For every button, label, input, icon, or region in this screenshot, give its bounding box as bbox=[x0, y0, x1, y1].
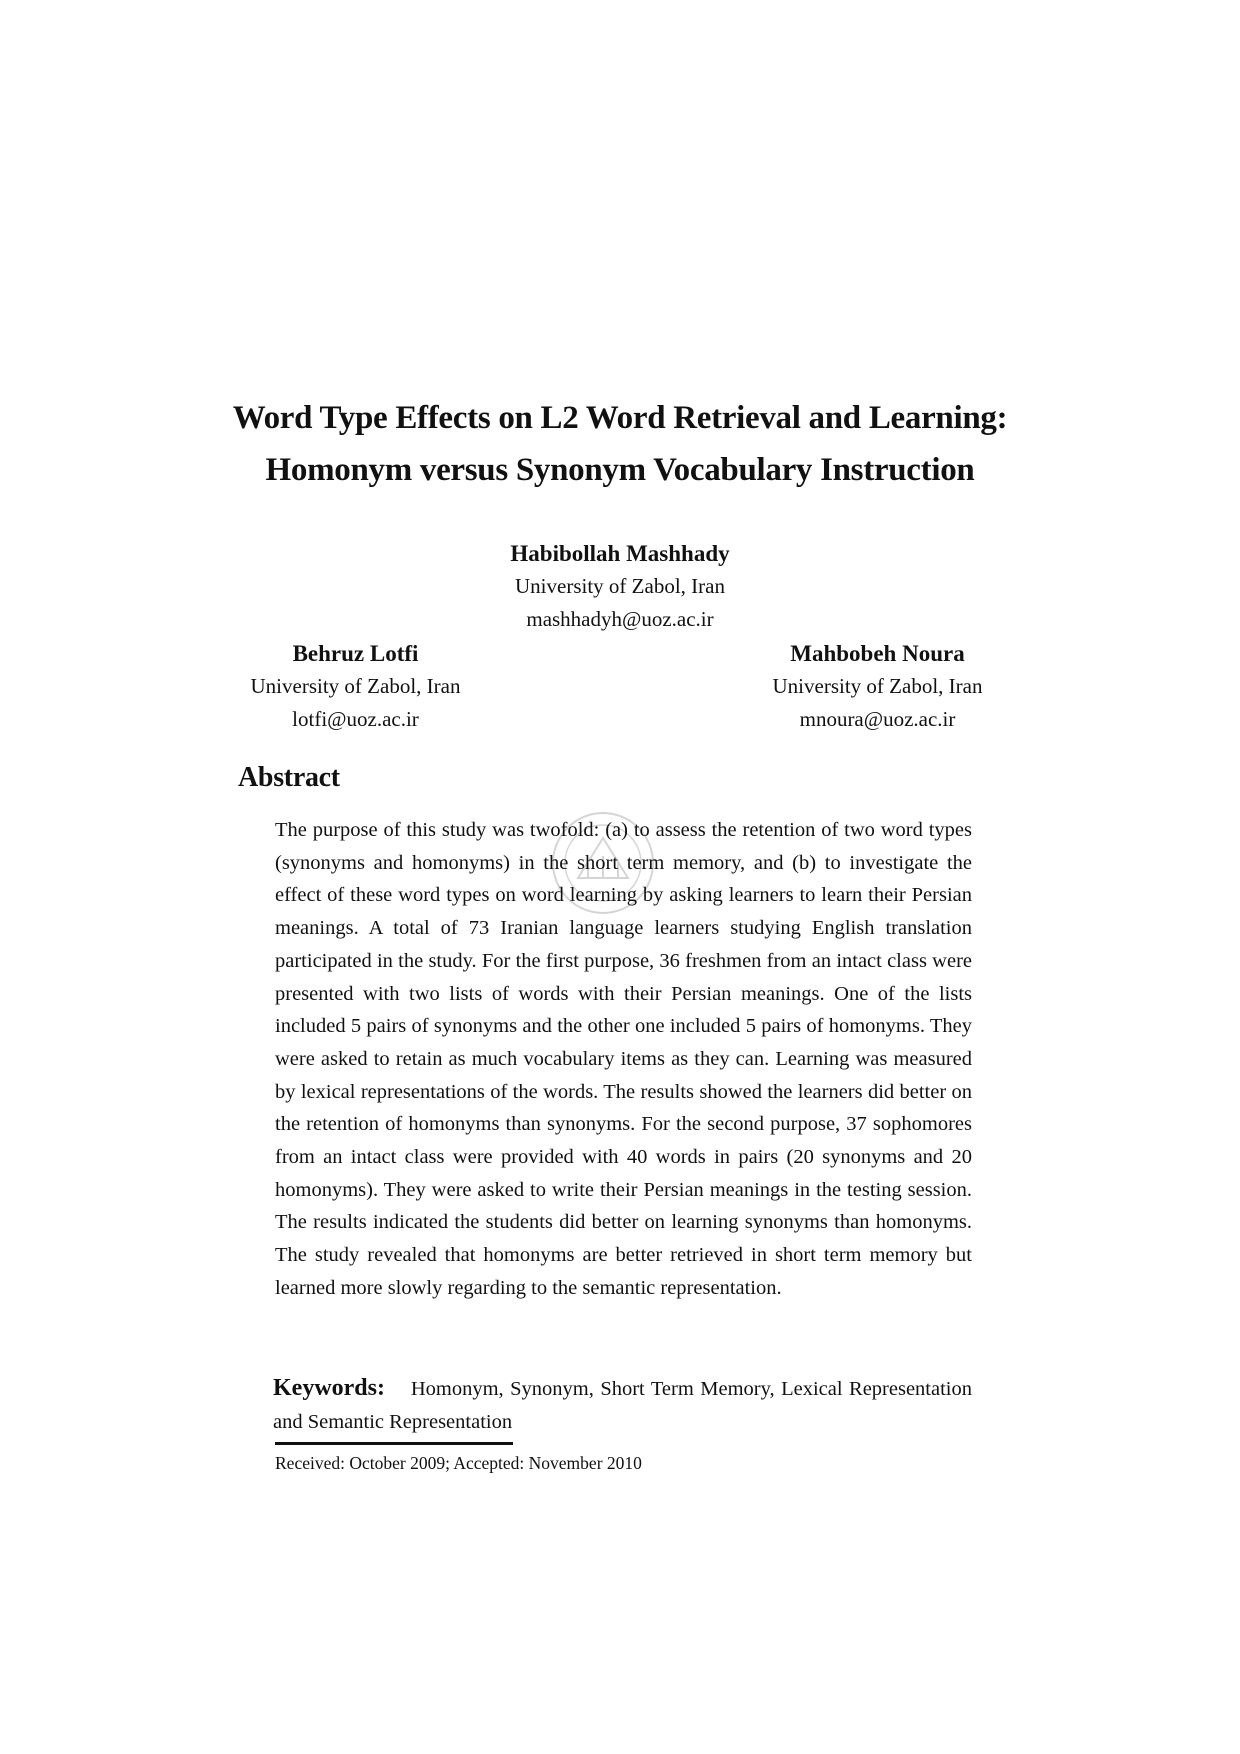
author-affiliation: University of Zabol, Iran bbox=[772, 674, 983, 698]
author-block-right bbox=[745, 637, 1010, 736]
keywords-label: Keywords: bbox=[273, 1375, 385, 1401]
author-affiliation: University of Zabol, Iran bbox=[515, 574, 725, 598]
author-name: Mahbobeh Noura bbox=[790, 641, 965, 666]
author-affiliation: University of Zabol, Iran bbox=[250, 674, 461, 698]
author-block-left bbox=[223, 637, 488, 736]
paper-title bbox=[200, 392, 1040, 496]
author-block-main bbox=[470, 537, 770, 636]
received-date-note: Received: October 2009; Accepted: November 2010 bbox=[275, 1453, 642, 1473]
title-line-2: Homonym versus Synonym Vocabulary Instruction bbox=[265, 452, 975, 488]
keywords-text: Homonym, Synonym, Short Term Memory, Lexical Representation and Semantic Representation bbox=[273, 1378, 972, 1433]
abstract-body: The purpose of this study was twofold: (a) to assess the retention of two word types (synonyms and homonyms) in the short term memory, and (b) to investigate the effect of these word types on word learning by asking learners to learn their Persian meanings. A total of 73 Iranian language learners studying English translation participated in the study. For the first purpose, 36 freshmen from an intact class were presented with two lists of words with their Persian meanings. One of the lists included 5 pairs of synonyms and the other one included 5 pairs of homonyms. They were asked to retain as much vocabulary items as they can. Learning was measured by lexical representations of the words. The results showed the learners did better on the retention of homonyms than synonyms. For the second purpose, 37 sophomores from an intact class were provided with 40 words in pairs (20 synonyms and 20 homonyms). They were asked to write their Persian meanings in the testing session. The results indicated the students did better on learning synonyms than homonyms. The study revealed that homonyms are better retrieved in short term memory but learned more slowly regarding to the semantic representation. bbox=[275, 819, 972, 1299]
title-line-1: Word Type Effects on L2 Word Retrieval and Learning: bbox=[232, 400, 1008, 436]
author-email: mnoura@uoz.ac.ir bbox=[799, 707, 956, 731]
keywords bbox=[273, 1372, 972, 1439]
author-email: mashhadyh@uoz.ac.ir bbox=[526, 607, 714, 631]
author-name: Behruz Lotfi bbox=[292, 641, 419, 666]
author-name: Habibollah Mashhady bbox=[510, 541, 730, 566]
footnote-divider bbox=[275, 1442, 513, 1445]
abstract-heading: Abstract bbox=[238, 762, 340, 793]
author-email: lotfi@uoz.ac.ir bbox=[292, 707, 419, 731]
